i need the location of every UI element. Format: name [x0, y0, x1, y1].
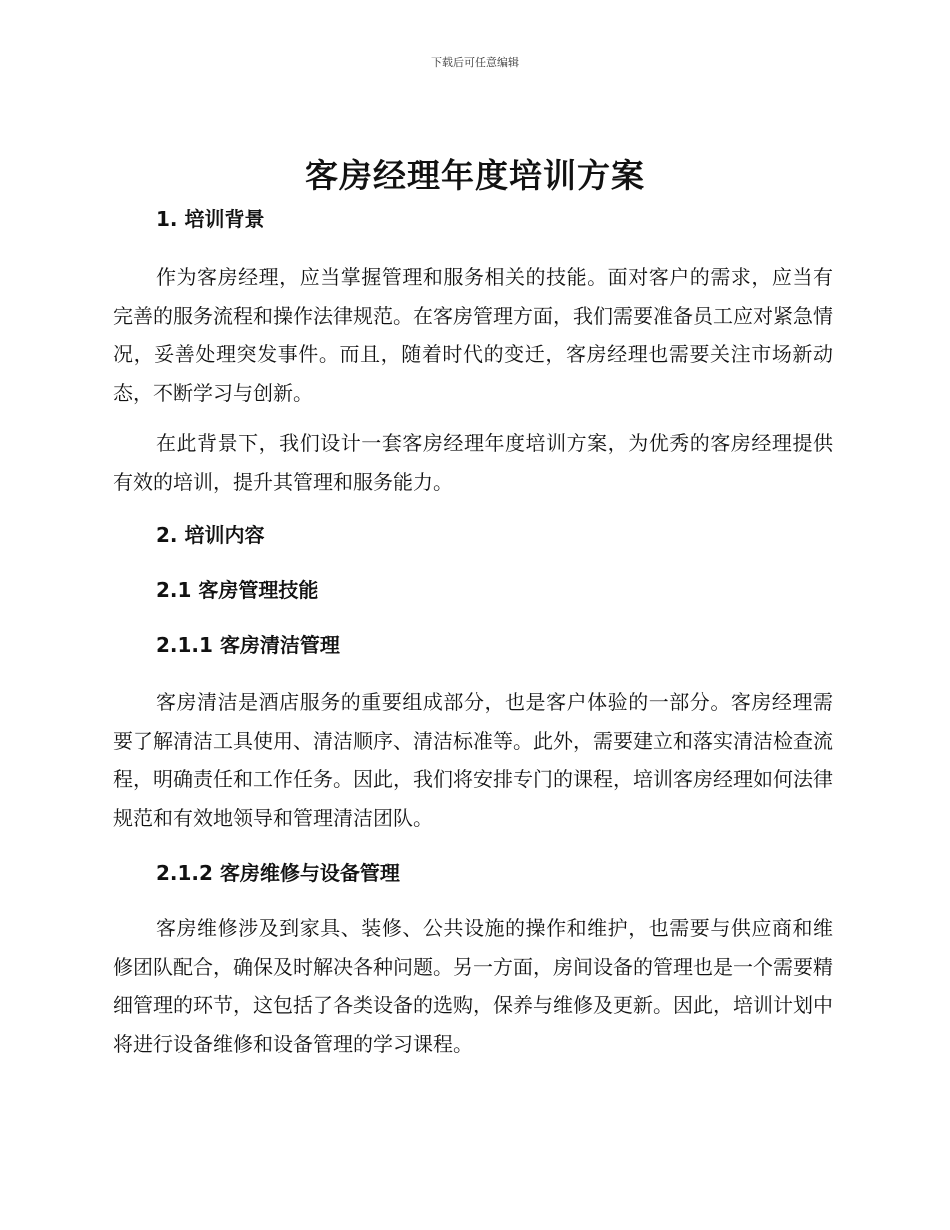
paragraph-cleaning: 客房清洁是酒店服务的重要组成部分，也是客户体验的一部分。客房经理需要了解清洁工具使用、清洁顺序、清洁标准等。此外，需要建立和落实清洁检查流程，明确责任和工作任务。因此，我们将安排专门的课程，培训客房经理如何法律规范和有效地领导和管理清洁团队。 — [113, 690, 833, 830]
paragraph-background-1: 作为客房经理，应当掌握管理和服务相关的技能。面对客户的需求，应当有完善的服务流程和操作法律规范。在客房管理方面，我们需要准备员工应对紧急情况，妥善处理突发事件。而且，随着时代的变迁，客房经理也需要关注市场新动态，不断学习与创新。 — [113, 265, 833, 405]
paragraph-background-2: 在此背景下，我们设计一套客房经理年度培训方案，为优秀的客房经理提供有效的培训，提升其管理和服务能力。 — [113, 431, 833, 494]
section-heading-2-1-2: 2.1.2 客房维修与设备管理 — [156, 861, 400, 885]
paragraph-maintenance: 客房维修涉及到家具、装修、公共设施的操作和维护，也需要与供应商和维修团队配合，确保及时解决各种问题。另一方面，房间设备的管理也是一个需要精细管理的环节，这包括了各类设备的选购，保养与维修及更新。因此，培训计划中将进行设备维修和设备管理的学习课程。 — [113, 916, 833, 1056]
section-heading-2: 2. 培训内容 — [156, 523, 265, 547]
section-heading-2-1: 2.1 客房管理技能 — [156, 578, 319, 602]
document-body — [113, 204, 833, 1063]
header-note: 下载后可任意编辑 — [431, 56, 519, 69]
document-title: 客房经理年度培训方案 — [305, 156, 645, 195]
section-heading-1: 1. 培训背景 — [156, 207, 265, 231]
section-heading-2-1-1: 2.1.1 客房清洁管理 — [156, 633, 340, 657]
